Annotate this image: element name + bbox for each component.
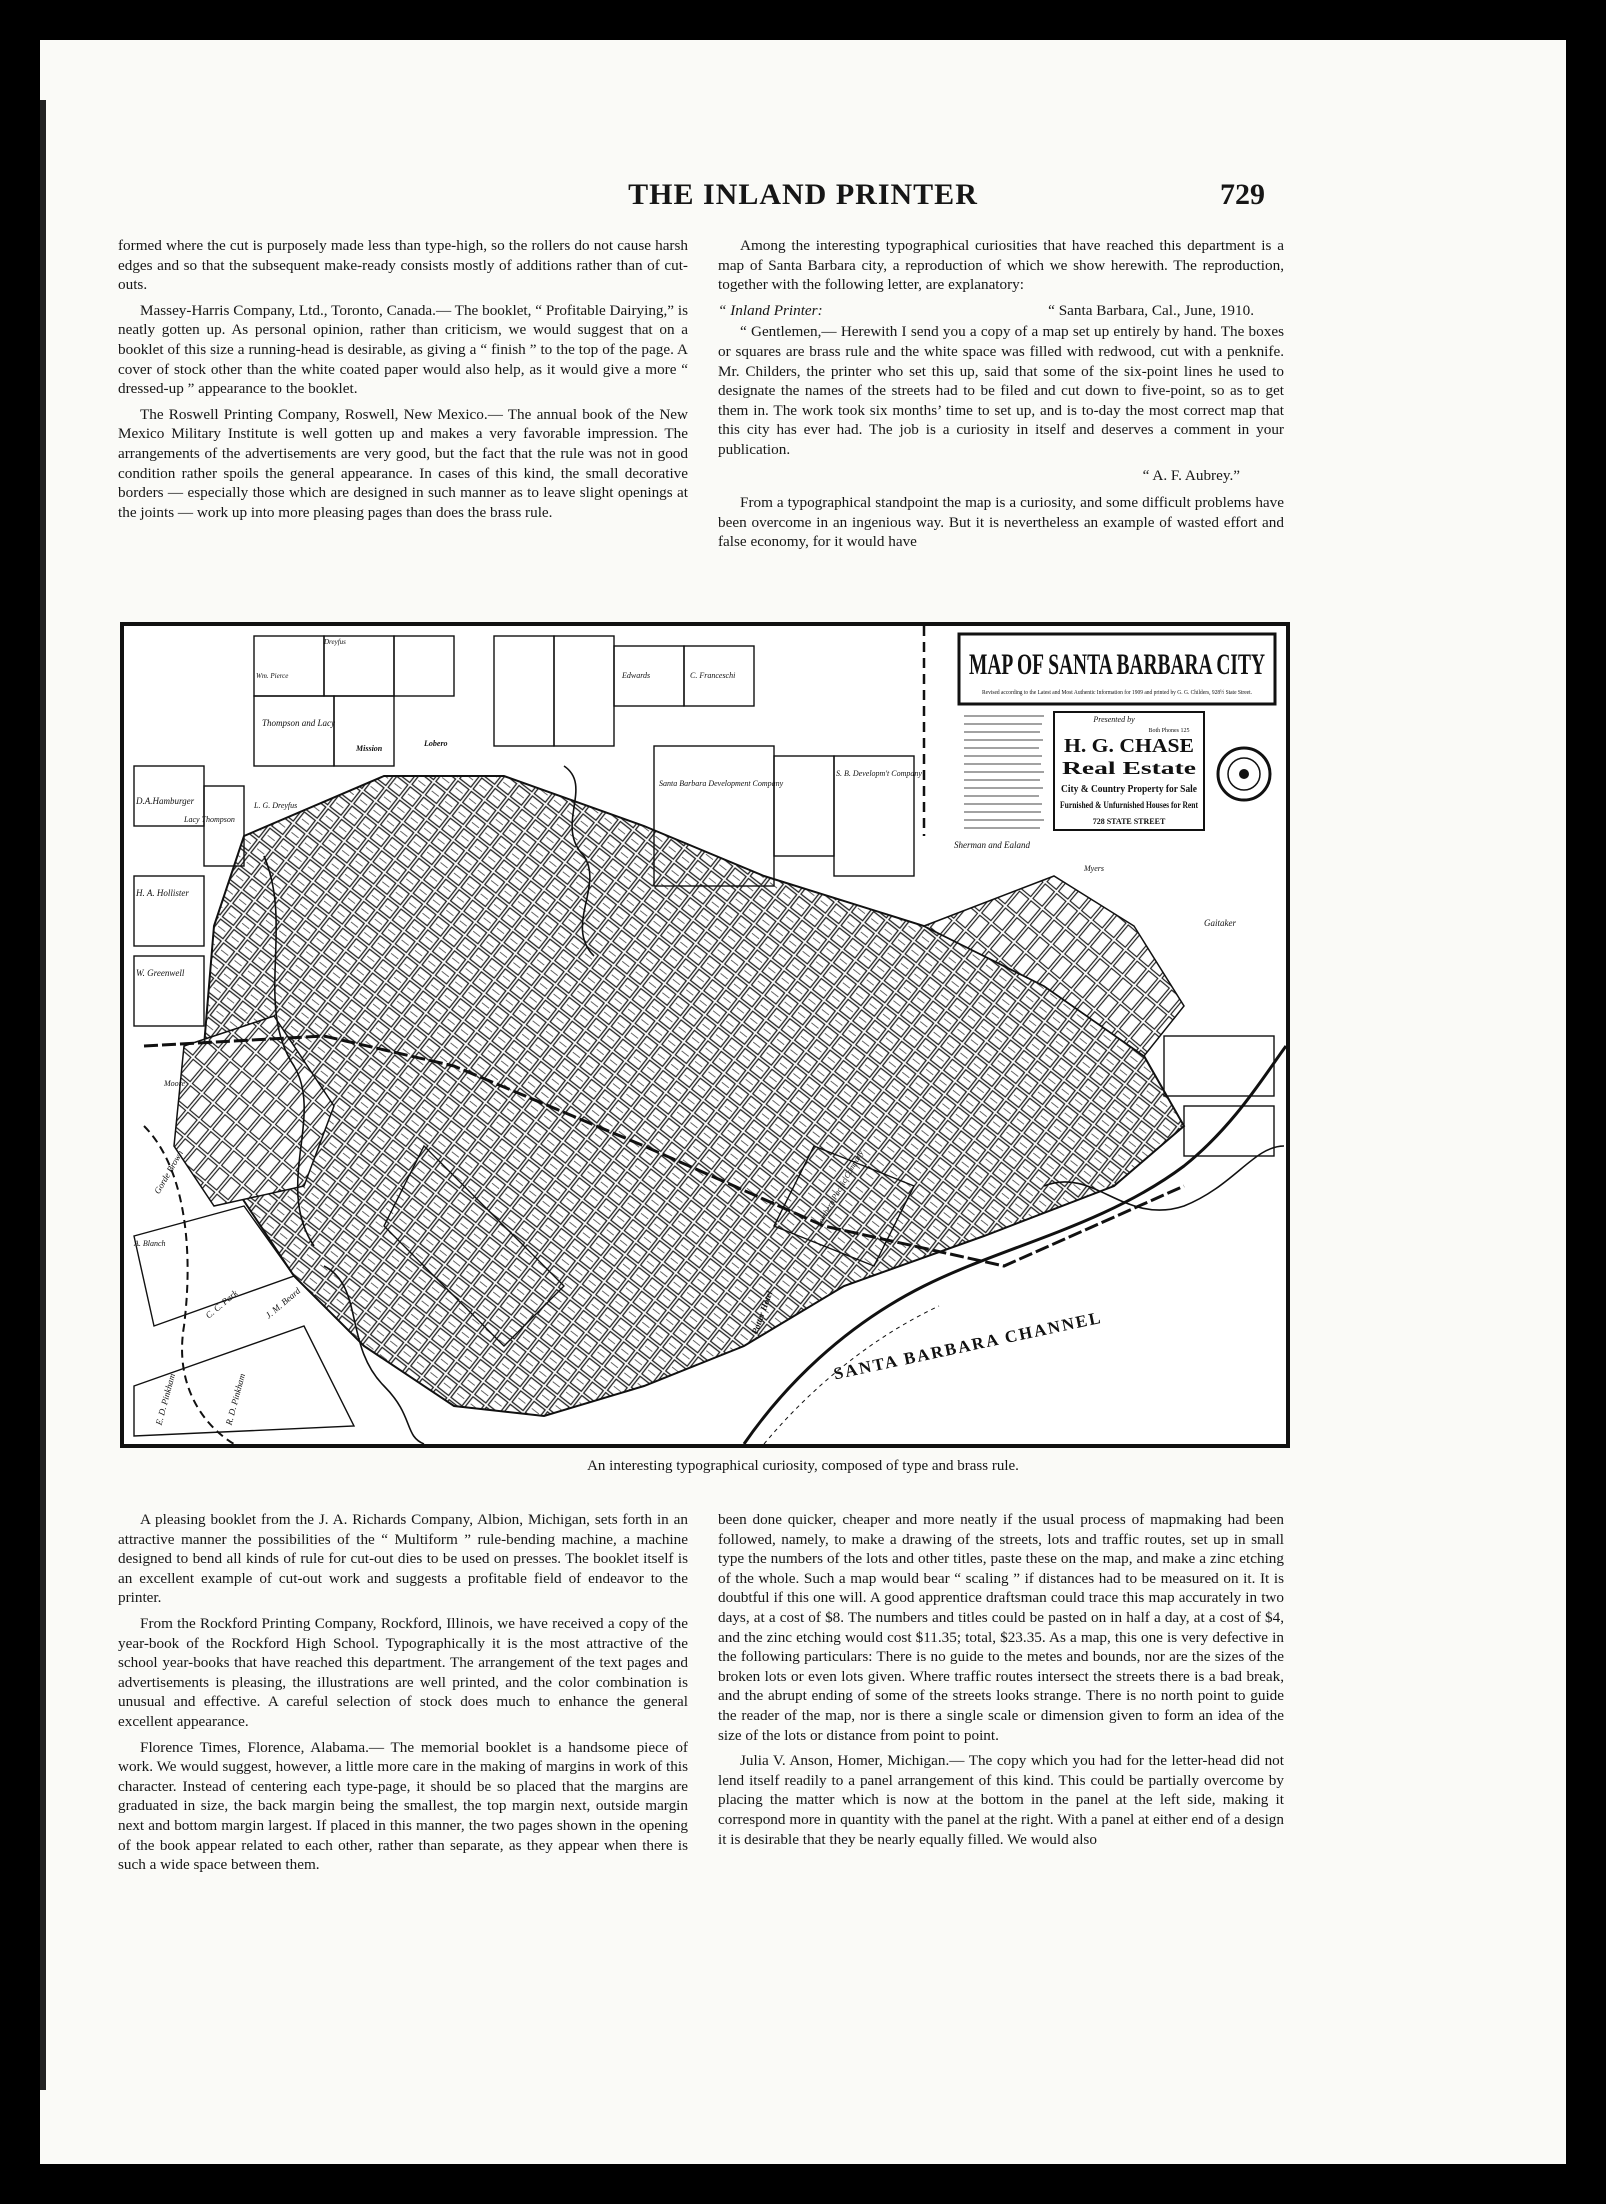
paragraph-closing: From a typographical standpoint the map is a curiosity, and some difficult problems have been overcome in an ingenious way. But it is nevertheless an example of wasted effort and false economy, for it would have [718,494,1284,551]
ad-houses: Furnished & Unfurnished Houses for Rent [1060,800,1198,810]
label-blanch: A. Blanch [134,1239,166,1248]
label-sb-developmt: S. B. Developm't Company [836,769,922,778]
label-myers: Myers [1084,864,1104,873]
label-moore: Moore [164,1079,186,1088]
label-dreyfus-2: Dreyfus [324,638,346,646]
label-dreyfus: L. G. Dreyfus [254,801,298,810]
label-gaitaker: Gaitaker [1204,918,1236,928]
label-franceschi: C. Franceschi [690,671,736,680]
santa-barbara-map [120,622,1290,1448]
ad-property: City & Country Property for Sale [1061,783,1198,795]
right-column-top [718,236,1284,558]
label-greenwell: W. Greenwell [136,968,185,978]
ad-address: 728 STATE STREET [1092,817,1166,826]
right-column-bottom [718,1510,1284,1855]
page-title: THE INLAND PRINTER [628,178,978,211]
label-rd-pinkham: R. D. Pinkham [223,1372,248,1427]
ad-real-estate: Real Estate [1062,758,1197,778]
left-column-bottom [118,1510,688,1881]
salutation-left: “ Inland Printer: [718,301,823,319]
left-column-top [118,236,688,528]
label-cc-park: C. C. Park [203,1287,240,1321]
map-title: MAP OF SANTA BARBARA CITY [969,648,1266,681]
magazine-page [40,40,1566,2164]
running-header [40,178,1566,238]
label-lacy-thompson: Lacy Thompson [184,815,235,824]
paragraph-rockford: From the Rockford Printing Company, Rockford, Illinois, we have received a copy of the year-book of the Rockford High School. Typographically it is the most attractive of the school year-books that have reached this department. The arrangement of the text pages and advertisements is pleasing, the illustrations are well printed, and the color combination is unusual and effective. A careful selection of stock does much to enhance the general excellent appearance. [118,1614,688,1730]
map-graphic [124,626,1286,1444]
paragraph-letter: “ Gentlemen,— Herewith I send you a copy of a map set up entirely by hand. The boxes or squares are brass rule and the white space was filled with redwood, cut with a penknife. Mr. Childers, the printer who set this up, said that some of the six-point lines he used to designate the names of the streets had to be filed and cut down to five-point, so as to get them in. The work took six months’ time to set up, and is to-day the most correct map that this city has ever had. The job is a curiosity in itself and deserves a comment in your publication. [718,323,1284,458]
paragraph-massey-harris: Massey-Harris Company, Ltd., Toronto, Canada.— The booklet, “ Profitable Dairying,” is neatly gotten up. As personal opinion, rather than criticism, we would suggest that on a booklet of this size a running-head is desirable, as giving a “ finish ” to the top of the page. A cover of stock other than the white coated paper would also help, as it would give a more “ dressed-up ” appearance to the booklet. [118,301,688,398]
ad-phones: Both Phones 125 [1148,728,1190,734]
page-number: 729 [1220,178,1265,211]
label-ed-pinkham: E. D. Pinkham [153,1372,178,1427]
label-gorde-brown: Gorde Brown [152,1148,186,1196]
letter-salutation [718,301,1284,321]
label-edwards: Edwards [622,671,651,680]
label-pierce: Wm. Pierce [256,672,289,680]
page-left-edge [40,100,46,2090]
paragraph-intro: Among the interesting typographical curiosities that have reached this department is a map of Santa Barbara city, a reproduction of which we show herewith. The reproduction, together with the following letter, are explanatory: [718,237,1284,294]
ad-presented-by: Presented by [1093,715,1135,724]
label-hamburger: D.A.Hamburger [136,796,195,806]
paragraph-cutouts: formed where the cut is purposely made less than type-high, so the rollers do not cause harsh edges and so that the subsequent make-ready consists mostly of additions rather than of cut-outs. [118,237,688,294]
map-channel-label: SANTA BARBARA CHANNEL [831,1307,1104,1384]
label-mission: Mission [356,744,383,753]
street-index [964,716,1044,828]
label-hollister: H. A. Hollister [136,888,189,898]
paragraph-roswell: The Roswell Printing Company, Roswell, New Mexico.— The annual book of the New Mexico Military Institute is well gotten up and makes a very favorable impression. The arrangements of the advertisements are very good, but the fact that the rule was not in good condition rather spoils the general appearance. In cases of this kind, the small decorative borders — especially those which are designed in such manner as to leave slight openings at the joints — work up into more pleasing pages than does the brass rule. [118,405,688,521]
label-beard: J. M. Beard [263,1285,303,1321]
label-southern-pacific: Southern Pacific Company [814,1148,866,1228]
label-sb-development: Santa Barbara Development Company [659,779,784,788]
map-subtitle: Revised according to the Latest and Most Authentic Information for 1909 and printed by G. G. Childers, 928½ State Street. [982,690,1279,696]
ad-name: H. G. CHASE [1064,735,1194,757]
label-thompson-lacy: Thompson and Lacy [262,718,336,728]
paragraph-richards: A pleasing booklet from the J. A. Richards Company, Albion, Michigan, sets forth in an attractive manner the possibilities of the “ Multiform ” rule-bending machine, a machine designed to bend all kinds of rule for cut-out dies to be used on presses. The booklet itself is an excellent example of cut-out work and suggests a profitable field of endeavor to the printer. [118,1511,688,1607]
paragraph-mapmaking: been done quicker, cheaper and more neatly if the usual process of mapmaking had been followed, namely, to make a drawing of the streets, lots and traffic routes, set up in small type the numbers of the lots and other titles, paste these on the map, and make a zinc etching of the whole. Such a map would bear “ scaling ” if distances had to be measured on it. It is doubtful if this one will. A good apprentice draftsman could trace this map accurately in two days, at a cost of $8. The numbers and titles could be pasted on in half a day, at a cost of $4, and the zinc etching would cost $11.35; total, $23.35. As a map, this one is very defective in the following particulars: There is no guide to the metes and bounds, nor are the sizes of the broken lots or even lots given. Where traffic routes intersect the streets there is a bad break, and the abrupt ending of some of the streets looks strange. There is no north point to guide the reader of the map, nor is there a single scale or dimension given to form an idea of the size of the lots or distance from point to point. [718,1511,1284,1744]
label-lobero: Lobero [424,739,448,748]
label-sherman-ealand: Sherman and Ealand [954,840,1030,850]
figure-caption: An interesting typographical curiosity, composed of type and brass rule. [587,1458,1019,1474]
paragraph-florence: Florence Times, Florence, Alabama.— The memorial booklet is a handsome piece of work. We would suggest, however, a little more care in the making of margins in work of this character. Instead of centering each type-page, it should be so placed that the margins are graduated in size, the back margin being the smallest, the top margin next, outside margin next and bottom margin largest. If placed in this manner, the two pages shown in the opening of the book appear related to each other, rather than separate, as they appear when there is such a wide space between them. [118,1738,688,1874]
paragraph-anson: Julia V. Anson, Homer, Michigan.— The copy which you had for the letter-head did not lend itself readily to a panel arrangement of this kind. This could be partially overcome by placing the matter which is now at the bottom in the panel at the left side, making it correspond more in quantity with the panel at the right. With a panel at either end of a design it is desirable that they be nearly equally filled. We would also [718,1752,1284,1848]
salutation-right: “ Santa Barbara, Cal., June, 1910. [1048,301,1254,319]
letter-signature: “ A. F. Aubrey.” [1142,466,1240,484]
label-potter-hotel: Potter Hotel [749,1289,775,1336]
